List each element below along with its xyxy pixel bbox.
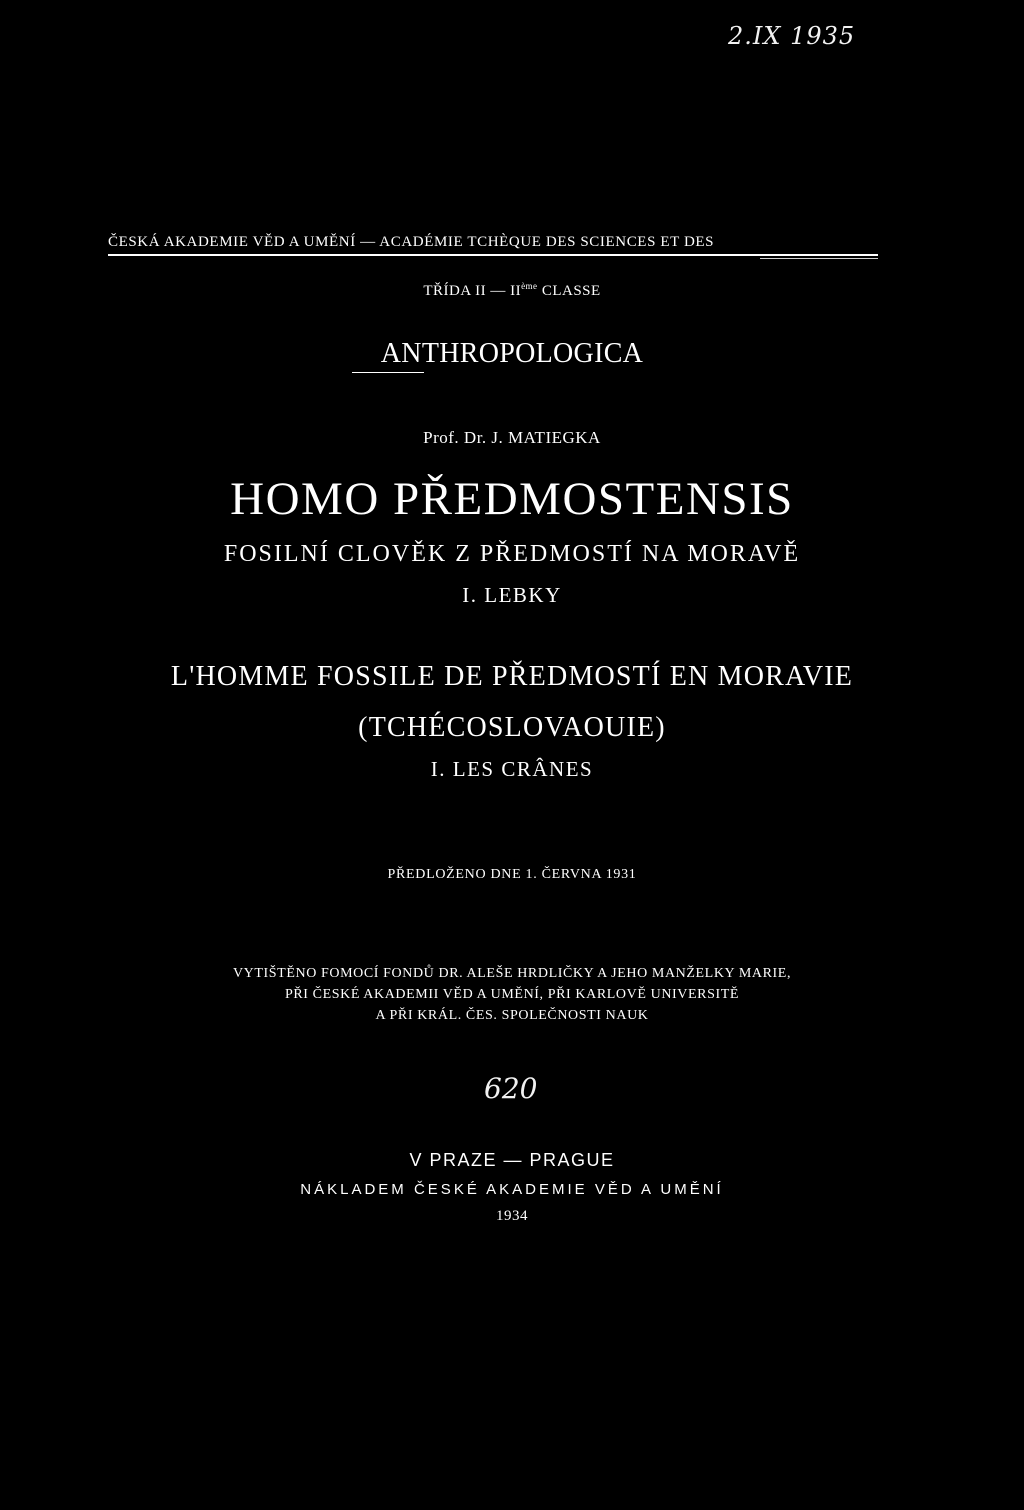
series-title: ANTHROPOLOGICA	[380, 338, 644, 369]
header-rule-secondary	[760, 258, 878, 259]
main-title: HOMO PŘEDMOSTENSIS	[230, 473, 794, 525]
presentation-date: PŘEDLOŽENO DNE 1. ČERVNA 1931	[387, 867, 637, 882]
french-subtitle: L'HOMME FOSSILE DE PŘEDMOSTÍ EN MORAVIE	[170, 661, 854, 692]
handwritten-date-note: 2.IX 1935	[728, 22, 856, 50]
publication-place: V PRAZE — PRAGUE	[409, 1150, 615, 1170]
class-suffix: CLASSE	[537, 283, 601, 299]
header-rule	[108, 254, 878, 256]
class-prefix: TŘÍDA II — II	[423, 283, 522, 299]
funding-line-3: A PŘI KRÁL. ČES. SPOLEČNOSTI NAUK	[375, 1008, 649, 1023]
french-country: (TCHÉCOSLOVAOUIE)	[358, 712, 666, 743]
funding-note	[0, 963, 1024, 1026]
czech-part-title: I. LEBKY	[462, 583, 562, 607]
author: Prof. Dr. J. MATIEGKA	[423, 428, 601, 447]
funding-line-1: VYTIŠTĚNO FOMOCÍ FONDŮ DR. ALEŠE HRDLIČKY A JEHO MANŽELKY MARIE,	[232, 966, 792, 981]
french-part-title: I. LES CRÂNES	[430, 757, 594, 781]
handwritten-catalog-number: 620	[484, 1072, 538, 1105]
publication-year: 1934	[496, 1208, 528, 1224]
class-line	[0, 281, 1024, 300]
class-superscript: ème	[521, 281, 538, 291]
czech-subtitle: FOSILNÍ CLOVĚK Z PŘEDMOSTÍ NA MORAVĚ	[223, 541, 801, 567]
publisher: NÁKLADEM ČESKÉ AKADEMIE VĚD A UMĚNÍ	[300, 1181, 724, 1198]
academy-header: ČESKÁ AKADEMIE VĚD A UMĚNÍ — ACADÉMIE TCHÈQUE DES SCIENCES ET DES	[108, 234, 715, 250]
series-underline	[352, 372, 424, 373]
funding-line-2: PŘI ČESKÉ AKADEMII VĚD A UMĚNÍ, PŘI KARLOVĚ UNIVERSITĚ	[284, 987, 740, 1002]
